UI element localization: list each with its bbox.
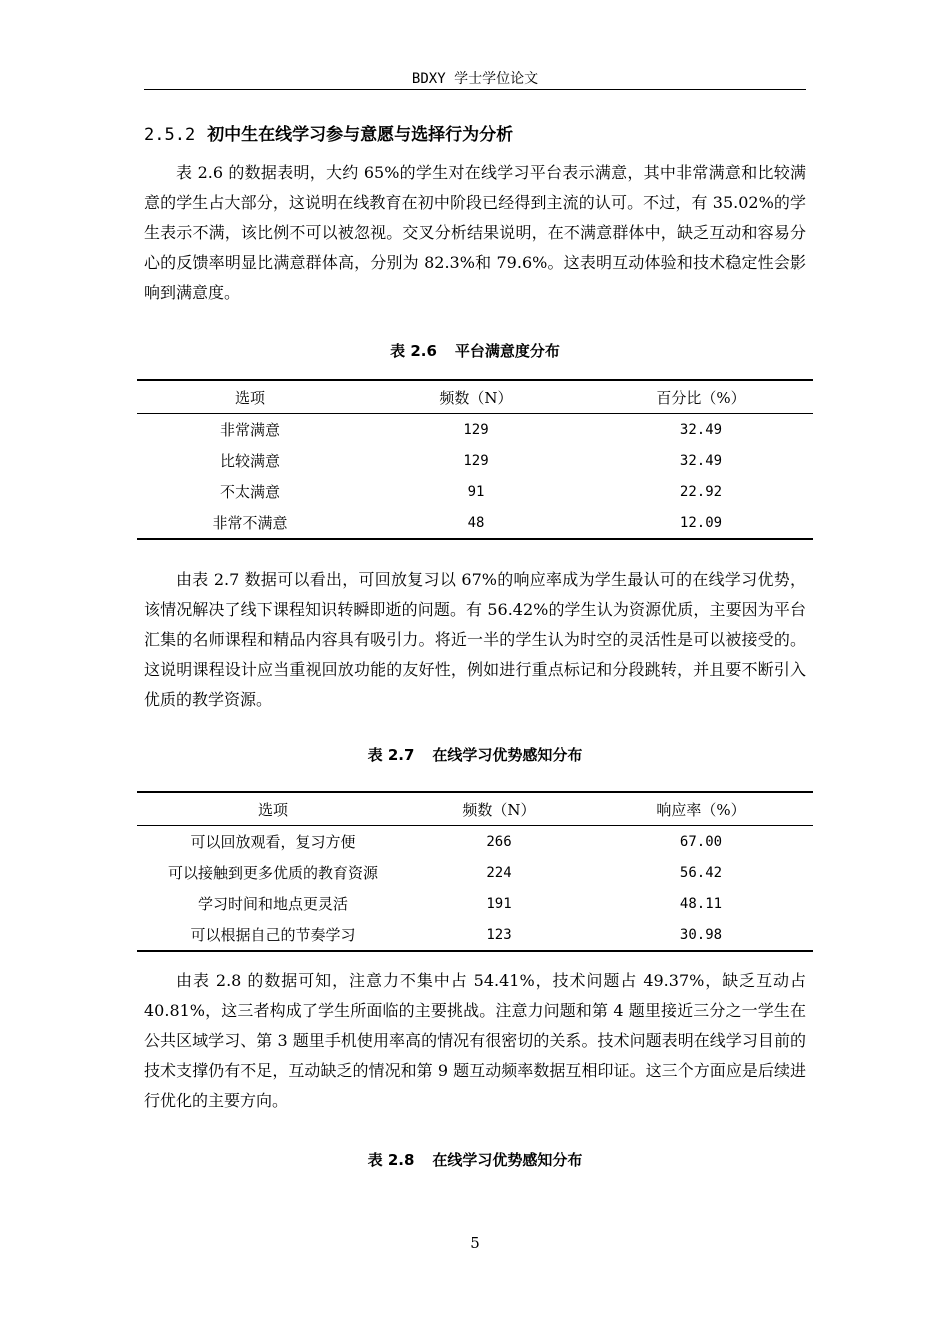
table-cell: 191 [486, 895, 512, 912]
table-cell: 129 [463, 421, 489, 438]
table-cell: 224 [486, 864, 512, 881]
page-number: 5 [470, 1234, 480, 1252]
table-row [137, 888, 813, 919]
section-title: 初中生在线学习参与意愿与选择行为分析 [207, 125, 514, 145]
table-row [137, 826, 813, 858]
column-header: 响应率（%） [656, 800, 746, 819]
table-row [137, 414, 813, 446]
paragraph-3: 由表 2.8 的数据可知，注意力不集中占 54.41%，技术问题占 49.37%，缺乏互动占 40.81%，这三者构成了学生所面临的主要挑战。注意力问题和第 4 题里接近三分之一学生在公共区域学习、第 3 题里手机使用率高的情况有很密切的关系。技术问题表明在线学习目前的技术支撑仍有不足，互动缺乏的情况和第 9 题互动频率数据互相印证。这三个方面应是后续进行优化的主要方向。 [144, 971, 806, 1110]
caption-number: 表 2.8 [367, 1151, 415, 1169]
table-cell: 非常满意 [219, 421, 280, 439]
table-row [137, 507, 813, 539]
column-header: 选项 [234, 388, 265, 407]
table-header-row [137, 792, 813, 826]
column-header: 选项 [257, 800, 288, 819]
table-cell: 可以接触到更多优质的教育资源 [167, 864, 378, 882]
table-cell: 12.09 [679, 514, 723, 531]
table-cell: 22.92 [679, 483, 723, 500]
paragraph-2: 由表 2.7 数据可以看出，可回放复习以 67%的响应率成为学生最认可的在线学习优势，该情况解决了线下课程知识转瞬即逝的问题。有 56.42%的学生认为资源优质，主要因为平台汇集的名师课程和精品内容具有吸引力。将近一半的学生认为时空的灵活性是可以被接受的。这说明课程设计应当重视回放功能的友好性，例如进行重点标记和分段跳转，并且要不断引入优质的教学资源。 [144, 570, 806, 709]
paragraph-1: 表 2.6 的数据表明，大约 65%的学生对在线学习平台表示满意，其中非常满意和比较满意的学生占大部分，这说明在线教育在初中阶段已经得到主流的认可。不过，有 35.02%的学生表示不满，该比例不可以被忽视。交叉分析结果说明，在不满意群体中，缺乏互动和容易分心的反馈率明显比满意群体高，分别为 82.3%和 79.6%。这表明互动体验和技术稳定性会影响到满意度。 [144, 163, 806, 302]
table-header-row [137, 380, 813, 414]
table-2-8-caption [144, 1149, 806, 1170]
table-cell: 48.11 [679, 895, 723, 912]
table-cell: 非常不满意 [212, 514, 288, 532]
table-2-6-caption [144, 340, 806, 361]
table-cell: 30.98 [679, 926, 723, 943]
table-row [137, 919, 813, 951]
caption-title: 平台满意度分布 [454, 342, 560, 360]
table-cell: 91 [467, 483, 485, 500]
table-cell: 学习时间和地点更灵活 [197, 895, 348, 913]
column-header: 百分比（%） [656, 388, 746, 407]
column-header: 频数（N） [439, 388, 513, 407]
caption-title: 在线学习优势感知分布 [432, 1151, 583, 1169]
table-cell: 56.42 [679, 864, 723, 881]
table-cell: 67.00 [679, 833, 723, 850]
table-cell: 可以根据自己的节奏学习 [190, 926, 356, 944]
header-rule [144, 89, 806, 90]
table-cell: 266 [486, 833, 512, 850]
table-cell: 比较满意 [219, 452, 280, 470]
table-row [137, 476, 813, 507]
table-cell: 129 [463, 452, 489, 469]
table-cell: 可以回放观看，复习方便 [190, 833, 356, 851]
table-row [137, 445, 813, 476]
section-number: 2.5.2 [144, 125, 196, 145]
caption-number: 表 2.6 [390, 342, 437, 360]
table-2-6 [137, 379, 813, 540]
table-row [137, 857, 813, 888]
table-cell: 32.49 [679, 421, 723, 438]
table-cell: 不太满意 [219, 483, 280, 501]
table-cell: 32.49 [679, 452, 723, 469]
table-cell: 48 [467, 514, 485, 531]
table-2-7-caption [144, 744, 806, 765]
table-2-7 [137, 791, 813, 952]
running-header: BDXY 学士学位论文 [411, 71, 539, 87]
column-header: 频数（N） [462, 800, 536, 819]
caption-title: 在线学习优势感知分布 [432, 746, 583, 764]
table-cell: 123 [486, 926, 512, 943]
caption-number: 表 2.7 [367, 746, 415, 764]
section-heading [144, 120, 806, 145]
